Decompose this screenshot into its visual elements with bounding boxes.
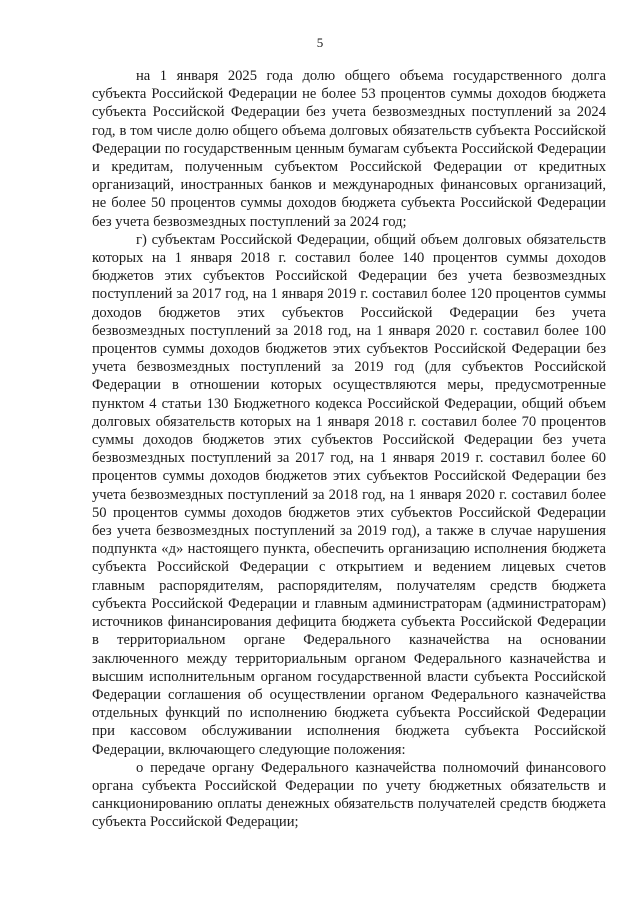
paragraph-treasury-powers: о передаче органу Федерального казначейства полномочий финансового органа субъекта Российской Федерации по учету бюджетных обязательств и санкционированию оплаты денежных обязательств получателей средств бюджета субъекта Российской Федерации; [92, 759, 606, 831]
paragraph-debt-limit-2025: на 1 января 2025 года долю общего объема государственного долга субъекта Российской Федерации не более 53 процентов суммы доходов бюджета субъекта Российской Федерации без учета безвозмездных поступлений за 2024 год, в том числе долю общего объема долговых обязательств субъекта Российской Федерации по государственным ценным бумагам субъекта Российской Федерации и кредитам, полученным субъектом Российской Федерации от кредитных организаций, иностранных банков и международных финансовых организаций, не более 50 процентов суммы доходов бюджета субъекта Российской Федерации без учета безвозмездных поступлений за 2024 год; [92, 68, 606, 230]
document-body [92, 67, 606, 832]
page-number: 5 [316, 35, 324, 50]
paragraph-subitem-g: г) субъектам Российской Федерации, общий объем долговых обязательств которых на 1 января 2018 г. составил более 140 процентов суммы доходов бюджетов этих субъектов Российской Федерации без учета безвозмездных поступлений за 2017 год, на 1 января 2019 г. составил более 120 процентов суммы доходов бюджетов этих субъектов Российской Федерации без учета безвозмездных поступлений за 2018 год, на 1 января 2020 г. составил более 100 процентов суммы доходов бюджетов этих субъектов Российской Федерации без учета безвозмездных поступлений за 2019 год (для субъектов Российской Федерации в отношении которых осуществляются меры, предусмотренные пунктом 4 статьи 130 Бюджетного кодекса Российской Федерации, общий объем долговых обязательств которых на 1 января 2018 г. составил более 70 процентов суммы доходов бюджетов этих субъектов Российской Федерации без учета безвозмездных поступлений за 2017 год, на 1 января 2019 г. составил более 60 процентов суммы доходов бюджетов этих субъектов Российской Федерации без учета безвозмездных поступлений за 2018 год, на 1 января 2020 г. составил более 50 процентов суммы доходов бюджетов этих субъектов Российской Федерации без учета безвозмездных поступлений за 2019 год), а также в случае нарушения подпункта «д» настоящего пункта, обеспечить организацию исполнения бюджета субъекта Российской Федерации с открытием и ведением лицевых счетов главным распорядителям, распорядителям, получателям средств бюджета субъекта Российской Федерации и главным администраторам (администраторам) источников финансирования дефицита бюджета субъекта Российской Федерации в территориальном органе Федерального казначейства на основании заключенного между территориальным органом Федерального казначейства и высшим исполнительным органом государственной власти субъекта Российской Федерации соглашения об осуществлении органом Федерального казначейства отдельных функций по исполнению бюджета субъекта Российской Федерации при кассовом обслуживании исполнения бюджета субъекта Российской Федерации, включающего следующие положения: [92, 231, 606, 758]
